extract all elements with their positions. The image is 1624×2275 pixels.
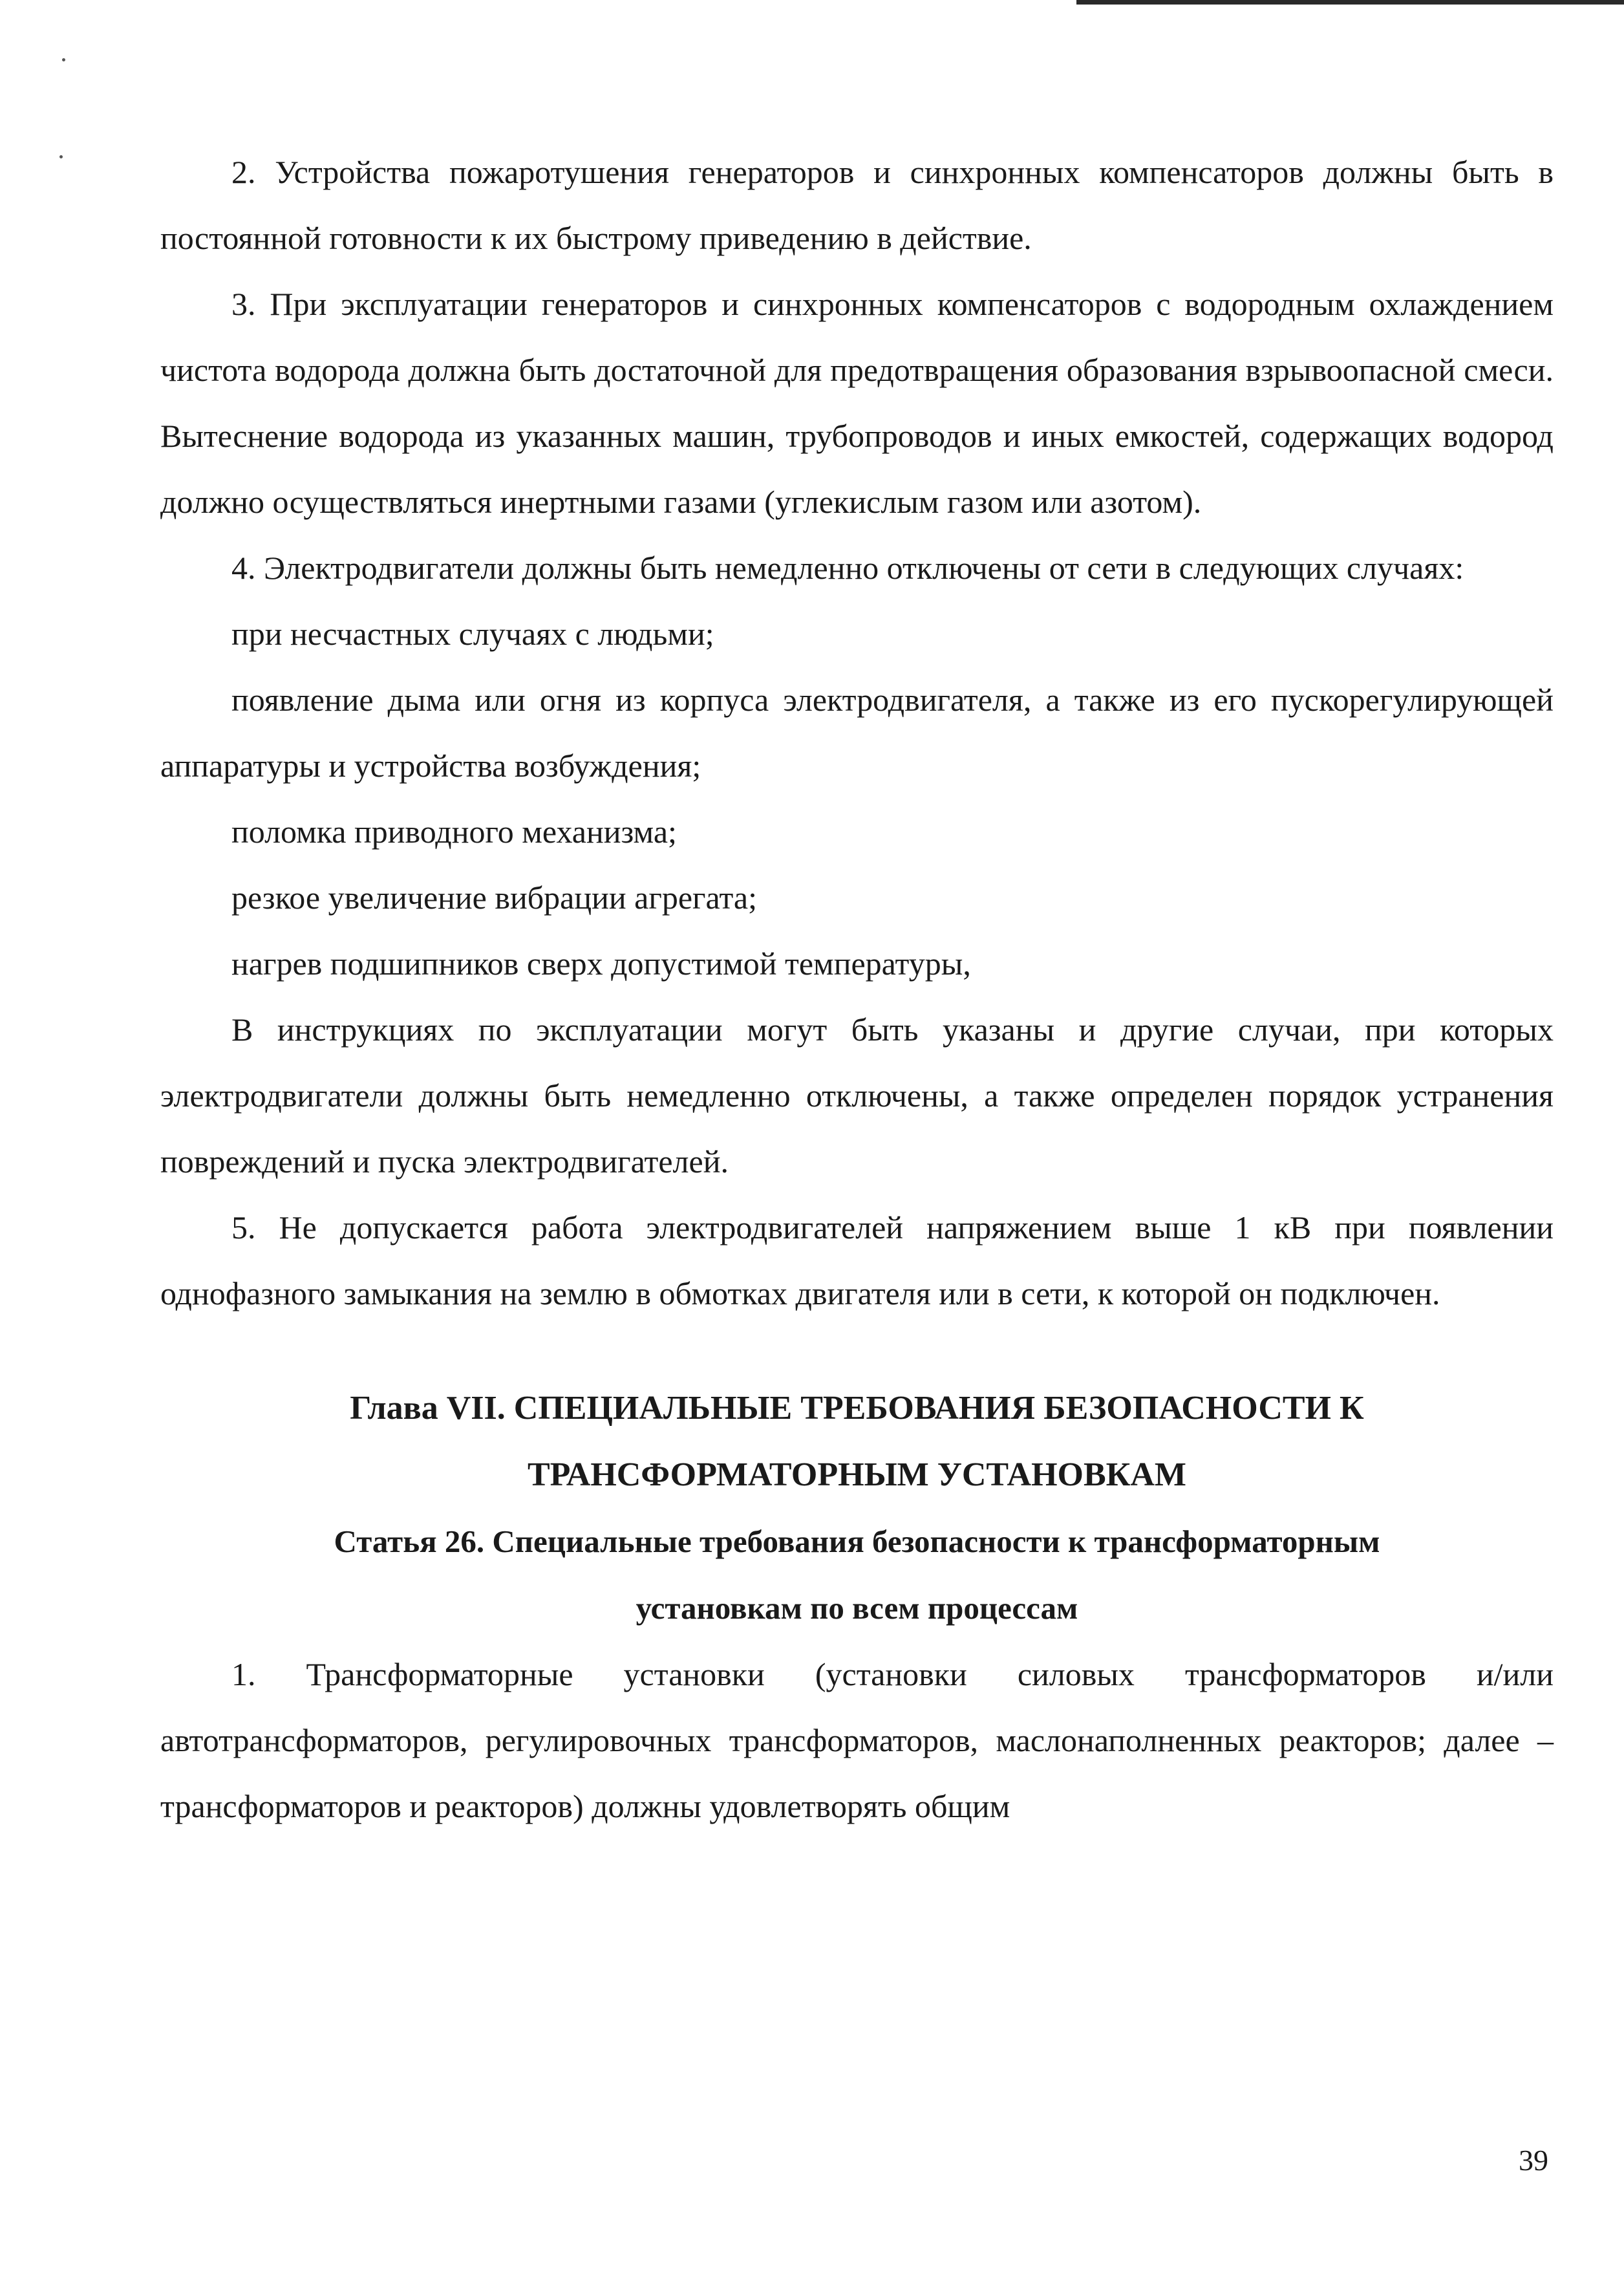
page-body [160, 139, 1554, 1839]
section-gap [160, 1326, 1554, 1375]
list-item: резкое увеличение вибрации агрегата; [231, 879, 757, 916]
page-number: 39 [1519, 2144, 1548, 2177]
paragraph-4: 4. Электродвигатели должны быть немедленно отключены от сети в следующих случаях: [231, 550, 1464, 586]
paragraph-article-1: 1. Трансформаторные установки (установки силовых трансформаторов и/или автотрансформаторов, регулировочных трансформаторов, маслонаполненных реакторов; далее – трансформаторов и реакторов) должны удовлетворять общим [160, 1656, 1554, 1824]
list-item: появление дыма или огня из корпуса электродвигателя, а также из его пускорегулирующей аппаратуры и устройства возбуждения; [160, 682, 1554, 784]
scan-edge-line [1076, 0, 1624, 5]
paragraph-5: 5. Не допускается работа электродвигателей напряжением выше 1 кВ при появлении однофазного замыкания на землю в обмотках двигателя или в сети, к которой он подключен. [160, 1209, 1554, 1311]
chapter-heading-line2: ТРАНСФОРМАТОРНЫМ УСТАНОВКАМ [527, 1456, 1186, 1493]
paragraph-2: 2. Устройства пожаротушения генераторов и синхронных компенсаторов должны быть в постоянной готовности к их быстрому приведению в действие. [160, 154, 1554, 256]
list-item: нагрев подшипников сверх допустимой температуры, [231, 945, 971, 982]
paragraph-instructions: В инструкциях по эксплуатации могут быть указаны и другие случаи, при которых электродвигатели должны быть немедленно отключены, а также определен порядок устранения повреждений и пуска электродвигателей. [160, 1011, 1554, 1180]
chapter-heading-line1: Глава VII. СПЕЦИАЛЬНЫЕ ТРЕБОВАНИЯ БЕЗОПАСНОСТИ К [350, 1390, 1364, 1427]
article-heading-line1: Статья 26. Специальные требования безопасности к трансформаторным [334, 1524, 1380, 1559]
scan-speck [62, 58, 65, 61]
paragraph-3: 3. При эксплуатации генераторов и синхронных компенсаторов с водородным охлаждением чистота водорода должна быть достаточной для предотвращения образования взрывоопасной смеси. Вытеснение водорода из указанных машин, трубопроводов и иных емкостей, содержащих водород должно осуществляться инертными газами (углекислым газом или азотом). [160, 286, 1554, 520]
list-item: поломка приводного механизма; [231, 814, 677, 850]
article-heading-line2: установкам по всем процессам [636, 1590, 1078, 1626]
scan-speck [59, 155, 63, 158]
list-item: при несчастных случаях с людьми; [231, 616, 714, 652]
